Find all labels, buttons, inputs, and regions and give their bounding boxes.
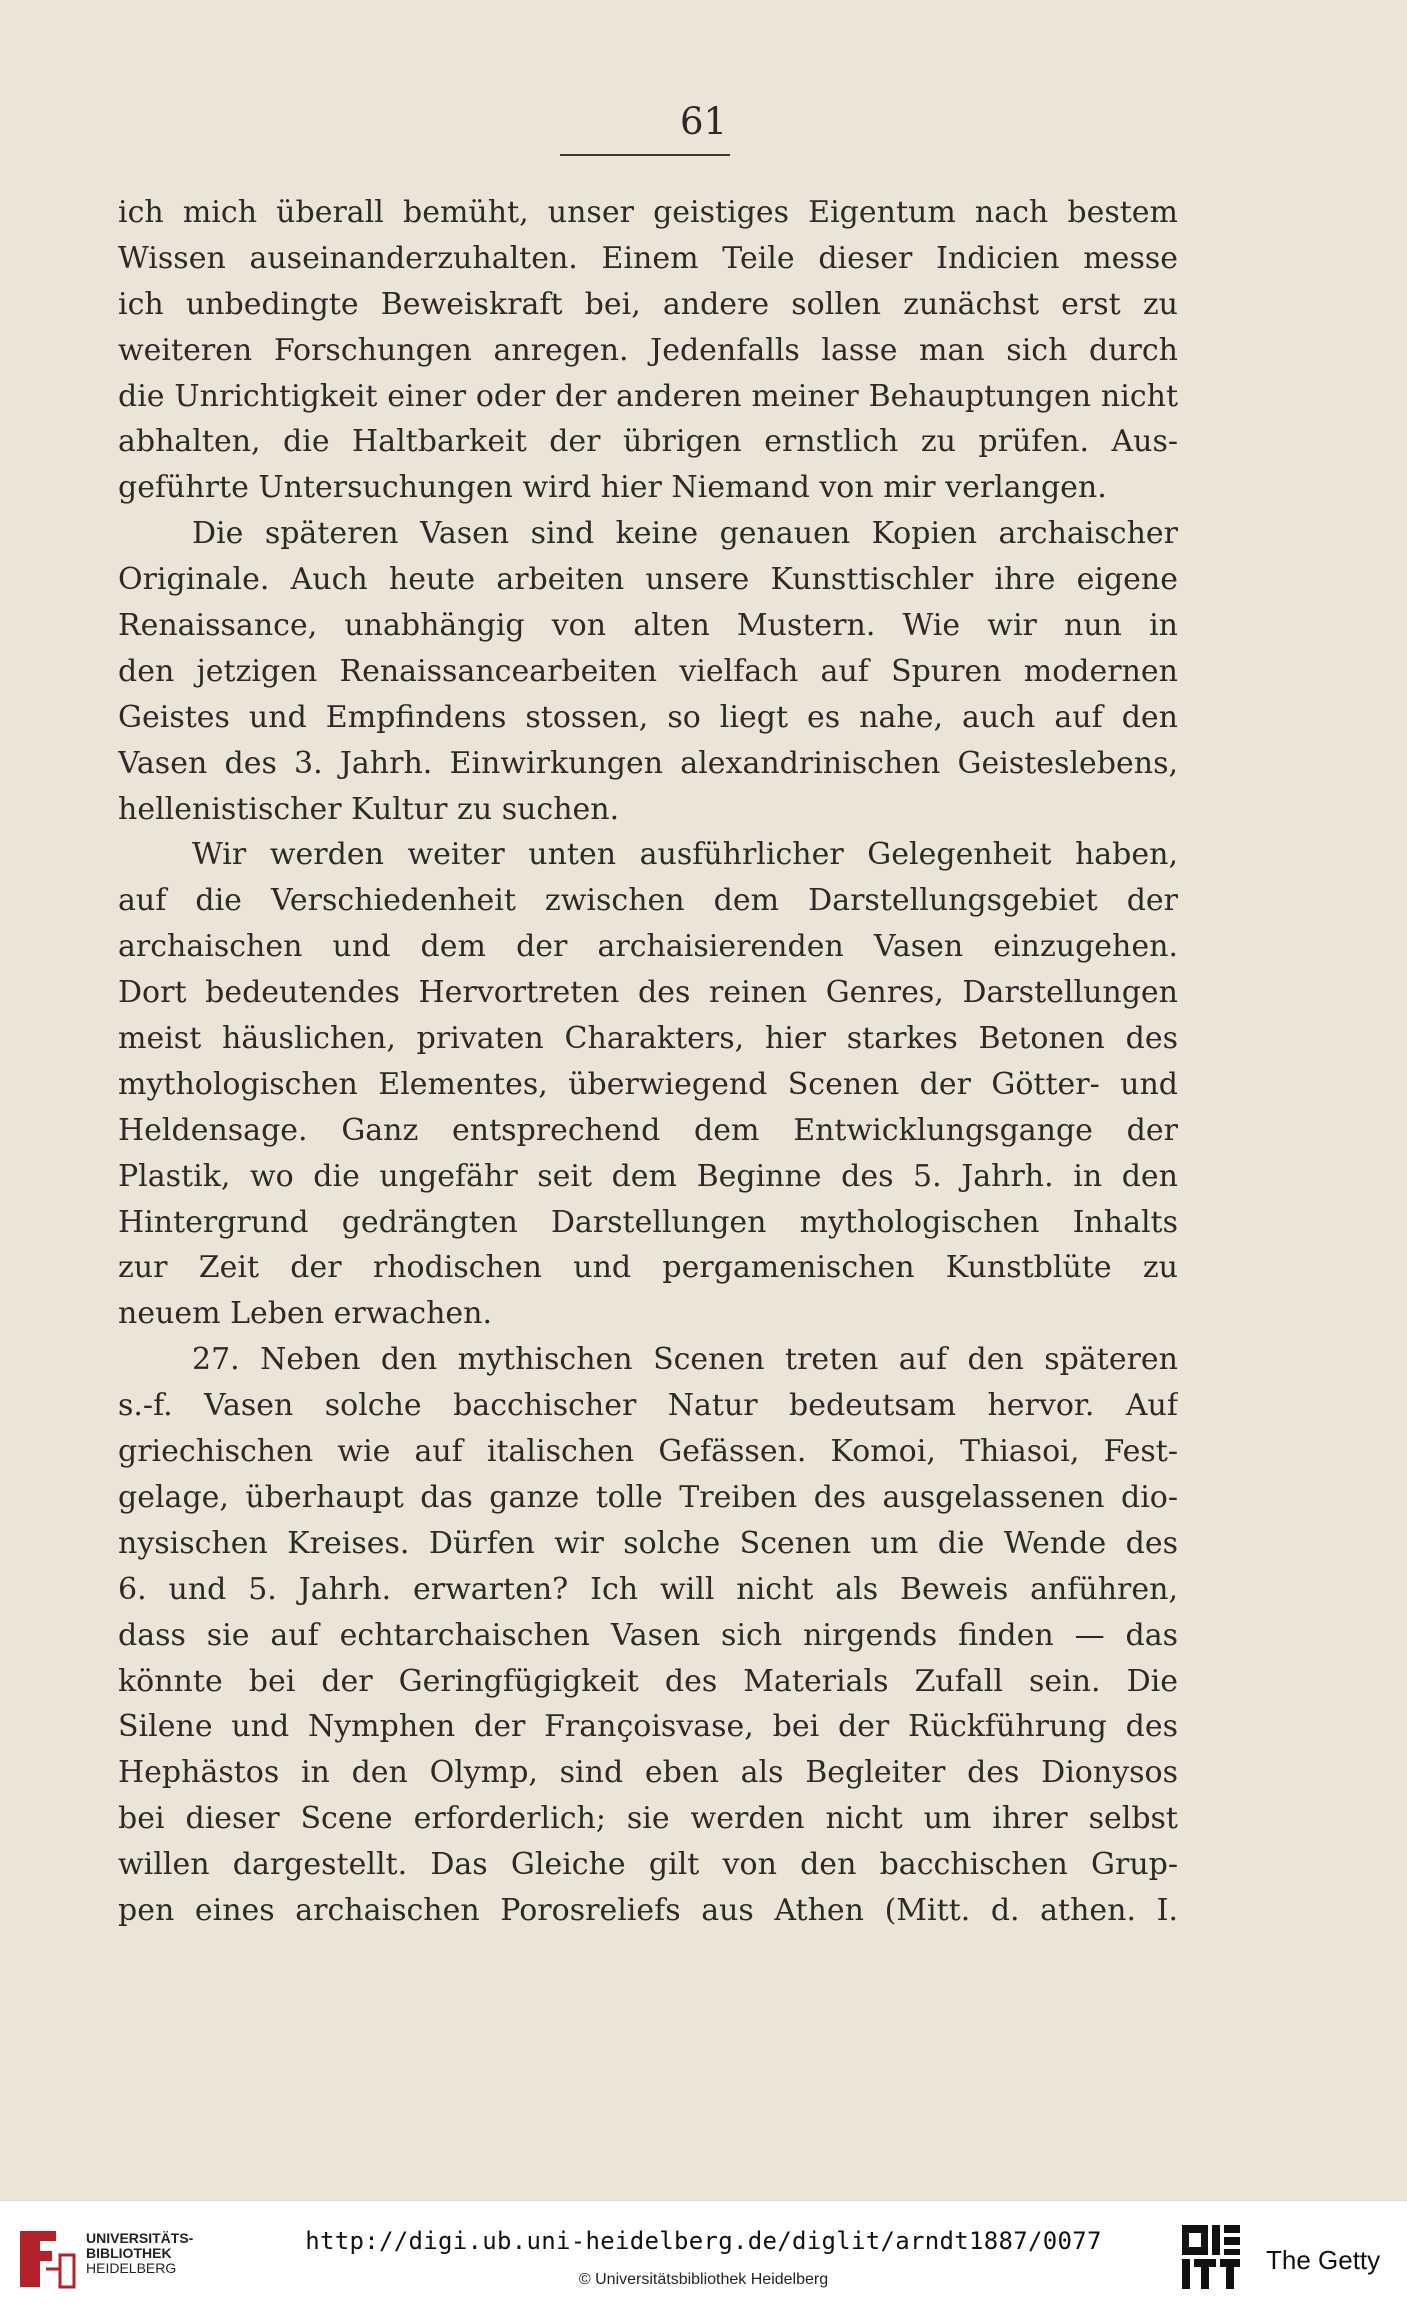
- library-name-line: BIBLIOTHEK: [86, 2245, 172, 2261]
- text-line: die Unrichtigkeit einer oder der anderen meiner Behauptungen nicht: [118, 378, 1178, 414]
- text-line: nysischen Kreises. Dürfen wir solche Scenen um die Wende des: [118, 1525, 1178, 1561]
- text-line: könnte bei der Geringfügigkeit des Materials Zufall sein. Die: [118, 1663, 1178, 1699]
- getty-name: The Getty: [1266, 2245, 1381, 2275]
- text-line: weiteren Forschungen anregen. Jedenfalls lasse man sich durch: [118, 332, 1178, 368]
- text-line: Vasen des 3. Jahrh. Einwirkungen alexandrinischen Geisteslebens,: [118, 745, 1178, 781]
- text-line: Wissen auseinanderzuhalten. Einem Teile dieser Indicien messe: [118, 240, 1178, 276]
- body-text: [118, 190, 1178, 1934]
- text-line: mythologischen Elementes, überwiegend Scenen der Götter- und: [118, 1066, 1178, 1102]
- text-line: griechischen wie auf italischen Gefässen. Komoi, Thiasoi, Fest-: [118, 1434, 1178, 1470]
- text-line: auf die Verschiedenheit zwischen dem Darstellungsgebiet der: [118, 883, 1178, 919]
- text-line: 27. Neben den mythischen Scenen treten auf den späteren: [192, 1342, 1178, 1378]
- library-name-line: HEIDELBERG: [86, 2260, 177, 2276]
- text-line: Originale. Auch heute arbeiten unsere Kunsttischler ihre eigene: [118, 562, 1178, 598]
- text-line: Hintergrund gedrängten Darstellungen mythologischen Inhalts: [118, 1204, 1178, 1240]
- text-line: Heldensage. Ganz entsprechend dem Entwicklungsgange der: [118, 1112, 1178, 1148]
- copyright-notice: © Universitätsbibliothek Heidelberg: [578, 2271, 829, 2288]
- viewer-footer: [0, 2200, 1407, 2310]
- text-line: Hephästos in den Olymp, sind eben als Begleiter des Dionysos: [118, 1755, 1178, 1791]
- text-line: Dort bedeutendes Hervortreten des reinen Genres, Darstellungen: [118, 975, 1178, 1011]
- getty-logo-icon: [1180, 2223, 1242, 2291]
- text-line: Die späteren Vasen sind keine genauen Kopien archaischer: [192, 516, 1178, 552]
- text-line: gelage, überhaupt das ganze tolle Treiben des ausgelassenen dio-: [118, 1479, 1178, 1515]
- text-line: ich mich überall bemüht, unser geistiges Eigentum nach bestem: [118, 195, 1178, 230]
- text-line: Wir werden weiter unten ausführlicher Gelegenheit haben,: [192, 837, 1178, 873]
- page-number: 61: [679, 100, 728, 143]
- page-number-rule: [560, 154, 730, 156]
- text-line: willen dargestellt. Das Gleiche gilt von den bacchischen Grup-: [118, 1847, 1178, 1883]
- text-line: den jetzigen Renaissancearbeiten vielfach auf Spuren modernen: [118, 653, 1178, 689]
- text-line: neuem Leben erwachen.: [118, 1296, 493, 1332]
- text-line: hellenistischer Kultur zu suchen.: [118, 791, 620, 827]
- text-line: pen eines archaischen Porosreliefs aus Athen (Mitt. d. athen. I.: [118, 1892, 1178, 1928]
- text-line: dass sie auf echtarchaischen Vasen sich nirgends finden — das: [118, 1617, 1178, 1653]
- text-line: zur Zeit der rhodischen und pergamenischen Kunstblüte zu: [118, 1250, 1178, 1286]
- text-line: Renaissance, unabhängig von alten Mustern. Wie wir nun in: [118, 608, 1178, 644]
- text-line: s.-f. Vasen solche bacchischer Natur bedeutsam hervor. Auf: [118, 1388, 1178, 1424]
- text-line: ich unbedingte Beweiskraft bei, andere sollen zunächst erst zu: [118, 286, 1178, 322]
- text-line: Plastik, wo die ungefähr seit dem Beginne des 5. Jahrh. in den: [118, 1158, 1178, 1194]
- text-line: bei dieser Scene erforderlich; sie werden nicht um ihrer selbst: [118, 1801, 1178, 1837]
- text-line: Silene und Nymphen der Françoisvase, bei der Rückführung des: [118, 1709, 1178, 1745]
- text-line: abhalten, die Haltbarkeit der übrigen ernstlich zu prüfen. Aus-: [118, 424, 1178, 460]
- text-line: meist häuslichen, privaten Charakters, hier starkes Betonen des: [118, 1021, 1178, 1057]
- text-line: archaischen und dem der archaisierenden Vasen einzugehen.: [118, 929, 1178, 965]
- text-line: Geistes und Empfindens stossen, so liegt es nahe, auch auf den: [118, 699, 1178, 735]
- text-line: geführte Untersuchungen wird hier Niemand von mir verlangen.: [118, 470, 1107, 506]
- library-name-line: UNIVERSITÄTS-: [86, 2230, 194, 2246]
- permalink-url[interactable]: http://digi.ub.uni-heidelberg.de/diglit/arndt1887/0077: [305, 2227, 1102, 2255]
- text-line: 6. und 5. Jahrh. erwarten? Ich will nicht als Beweis anführen,: [118, 1571, 1178, 1607]
